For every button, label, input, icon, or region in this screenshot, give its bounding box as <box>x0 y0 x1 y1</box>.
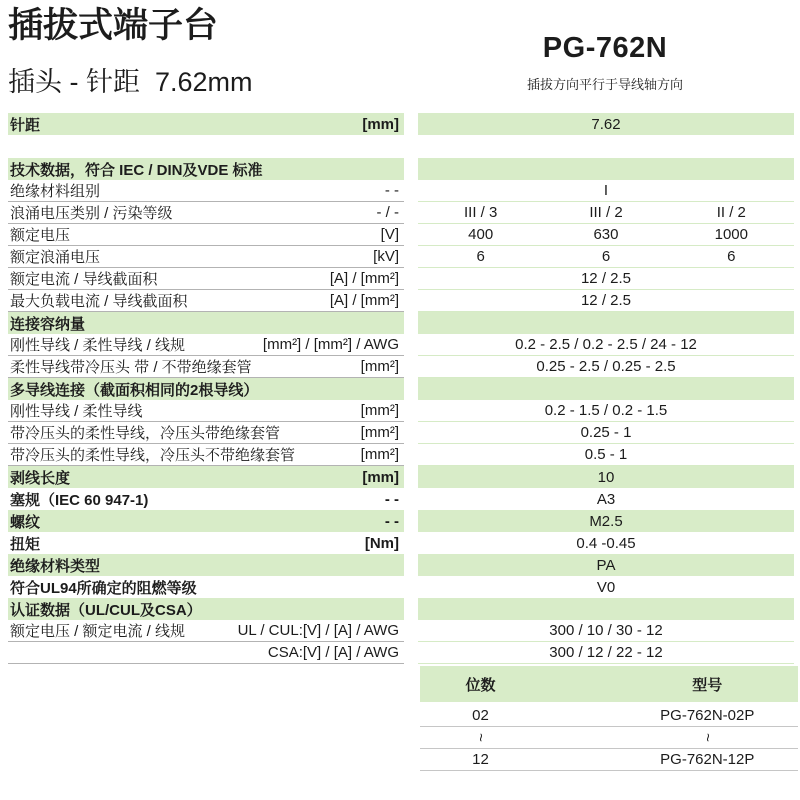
column-gutter <box>404 400 418 422</box>
spec-row <box>8 598 794 620</box>
order-col-positions-header: 位数 <box>465 676 496 694</box>
spec-label: 浪涌电压类别 / 污染等级 <box>10 205 173 222</box>
order-positions-value <box>420 751 541 768</box>
spec-value-cell <box>418 334 794 356</box>
model-number: PG-762N <box>542 32 668 64</box>
spec-unit: [mm²] / [mm²] / AWG <box>262 336 399 353</box>
spec-label-cell <box>8 400 404 422</box>
spec-label-cell <box>8 444 404 466</box>
order-positions-text: 02 <box>472 707 489 724</box>
spec-value: 6 <box>727 248 736 265</box>
spec-value-cell <box>418 356 794 378</box>
page-subtitle: 插头 - 针距 7.62mm <box>8 67 253 98</box>
spec-value-cell <box>418 532 794 554</box>
order-row <box>420 705 798 727</box>
spec-unit: [Nm] <box>364 534 399 552</box>
order-table-header <box>420 666 798 702</box>
spec-value-cell <box>418 312 794 334</box>
spec-unit: - - <box>384 512 399 530</box>
spec-label: 技术数据，符合 IEC / DIN及VDE 标准 <box>10 161 263 179</box>
column-gutter <box>404 598 418 620</box>
spec-value: PA <box>596 556 616 574</box>
spec-label-cell <box>8 620 404 642</box>
order-table <box>420 666 798 771</box>
spec-value-cell <box>418 598 794 620</box>
spec-value-cell <box>418 246 794 268</box>
spec-value: 0.5 - 1 <box>584 446 628 463</box>
column-gutter <box>404 224 418 246</box>
spec-unit: CSA:[V] / [A] / AWG <box>267 644 399 661</box>
spec-label: 最大负载电流 / 导线截面积 <box>10 293 188 310</box>
spec-label-cell <box>8 224 404 246</box>
spec-row <box>8 180 794 202</box>
spec-value-cell <box>418 422 794 444</box>
spec-row <box>8 334 794 356</box>
spec-value-cell <box>418 224 794 246</box>
spec-row <box>8 554 794 576</box>
spec-label-cell <box>8 642 404 664</box>
spec-row <box>8 576 794 598</box>
spec-value-cell <box>418 268 794 290</box>
spec-label-cell <box>8 334 404 356</box>
spec-value: II / 2 <box>716 204 746 221</box>
column-gutter <box>404 113 418 135</box>
order-model-value <box>617 729 798 746</box>
spec-value: I <box>603 182 609 199</box>
spec-unit: - - <box>384 490 399 508</box>
spec-label: 带冷压头的柔性导线，冷压头不带绝缘套管 <box>10 447 296 464</box>
spec-row <box>8 290 794 312</box>
spec-label: 额定电压 / 额定电流 / 线规 <box>10 623 186 640</box>
spec-value-cell <box>418 488 794 510</box>
spec-row <box>8 224 794 246</box>
page-header <box>8 6 794 110</box>
spec-row <box>8 113 794 135</box>
spec-value: III / 3 <box>463 204 498 221</box>
page-title: 插拔式端子台 <box>8 6 219 45</box>
spec-row <box>8 378 794 400</box>
spec-value-cell <box>418 158 794 180</box>
spec-label: 额定浪涌电压 <box>10 249 101 266</box>
spec-label-cell <box>8 576 404 598</box>
spec-unit: [mm] <box>362 468 399 486</box>
order-model-text: PG-762N-02P <box>660 707 755 724</box>
spec-value-cell <box>418 642 794 664</box>
order-positions-text: 12 <box>472 751 489 768</box>
spec-row <box>8 642 794 664</box>
column-gutter <box>404 202 418 224</box>
spec-table <box>8 113 794 664</box>
spec-row <box>8 158 794 180</box>
spec-unit: [kV] <box>373 248 399 265</box>
spec-label-cell <box>8 312 404 334</box>
spec-label: 柔性导线带冷压头 带 / 不带绝缘套管 <box>10 359 252 376</box>
spec-label: 剥线长度 <box>10 469 71 487</box>
spec-row <box>8 422 794 444</box>
spec-label: 塞规（IEC 60 947-1) <box>10 491 149 509</box>
spec-value-cell <box>418 378 794 400</box>
column-gutter <box>404 268 418 290</box>
spec-value: 12 / 2.5 <box>580 270 632 287</box>
spec-label: 额定电流 / 导线截面积 <box>10 271 158 288</box>
spec-unit: [mm²] <box>360 446 399 463</box>
order-row <box>420 749 798 771</box>
spec-value: 630 <box>593 226 619 243</box>
order-model-text: PG-762N-12P <box>660 751 755 768</box>
spec-value: 400 <box>468 226 494 243</box>
spec-label: 多导线连接（截面积相同的2根导线） <box>10 381 259 399</box>
spec-row <box>8 312 794 334</box>
spec-unit: - - <box>384 182 399 199</box>
spec-row <box>8 488 794 510</box>
spec-unit: [A] / [mm²] <box>329 292 399 309</box>
spec-value: V0 <box>596 578 616 596</box>
spec-label: 螺纹 <box>10 513 41 531</box>
spec-label-cell <box>8 554 404 576</box>
spec-value: 300 / 10 / 30 - 12 <box>549 622 663 639</box>
spec-value: 0.25 - 2.5 / 0.25 - 2.5 <box>536 358 676 375</box>
spec-value: 0.4 -0.45 <box>576 534 636 552</box>
spec-label: 刚性导线 / 柔性导线 <box>10 403 143 420</box>
spec-value-cell <box>418 400 794 422</box>
model-note: 插拔方向平行于导线轴方向 <box>526 77 683 92</box>
column-gutter <box>404 180 418 202</box>
order-table-body <box>420 705 798 771</box>
spec-label-cell <box>8 510 404 532</box>
spec-unit: [mm²] <box>360 402 399 419</box>
spec-value-cell <box>418 202 794 224</box>
spec-row <box>8 466 794 488</box>
spec-value-cell <box>418 554 794 576</box>
spec-label-cell <box>8 532 404 554</box>
spec-label-cell <box>8 422 404 444</box>
spec-label-cell <box>8 598 404 620</box>
column-gutter <box>404 576 418 598</box>
spec-value: 12 / 2.5 <box>580 292 632 309</box>
spec-value-cell <box>418 466 794 488</box>
spec-label: 针距 <box>10 116 41 134</box>
spec-value: 1000 <box>714 226 748 243</box>
spec-value: 10 <box>597 468 615 486</box>
column-gutter <box>404 290 418 312</box>
spec-unit: [V] <box>380 226 399 243</box>
spec-row <box>8 356 794 378</box>
column-gutter <box>404 444 418 466</box>
column-gutter <box>404 554 418 576</box>
spec-value-cell <box>418 510 794 532</box>
spec-label-cell <box>8 246 404 268</box>
spec-unit: [mm] <box>362 115 399 133</box>
spec-row <box>8 510 794 532</box>
header-left <box>8 6 416 110</box>
order-model-value <box>617 707 798 724</box>
spec-value: 0.2 - 2.5 / 0.2 - 2.5 / 24 - 12 <box>515 336 697 353</box>
spec-value: 0.2 - 1.5 / 0.2 - 1.5 <box>544 402 668 419</box>
order-col-model-header: 型号 <box>692 676 723 694</box>
spec-value-cell <box>418 113 794 135</box>
order-positions-text: ~ <box>471 733 489 742</box>
column-gutter <box>404 378 418 400</box>
spec-value: 7.62 <box>591 115 621 133</box>
spec-unit: [mm²] <box>360 424 399 441</box>
spec-label-cell <box>8 356 404 378</box>
spec-label: 带冷压头的柔性导线，冷压头带绝缘套管 <box>10 425 281 442</box>
column-gutter <box>404 422 418 444</box>
spec-row <box>8 620 794 642</box>
column-gutter <box>404 642 418 664</box>
spec-row <box>8 246 794 268</box>
spec-value: A3 <box>596 490 616 508</box>
spec-value: III / 2 <box>589 204 623 221</box>
spec-label-cell <box>8 290 404 312</box>
spec-value-cell <box>418 576 794 598</box>
spec-value-cell <box>418 444 794 466</box>
spec-label-cell <box>8 378 404 400</box>
spec-value: 6 <box>601 248 611 265</box>
spec-label-cell <box>8 180 404 202</box>
column-gutter <box>404 620 418 642</box>
column-gutter <box>404 158 418 180</box>
spec-row <box>8 444 794 466</box>
spec-row <box>8 202 794 224</box>
spec-label-cell <box>8 466 404 488</box>
column-gutter <box>404 488 418 510</box>
spec-row <box>8 532 794 554</box>
column-gutter <box>404 532 418 554</box>
column-gutter <box>404 356 418 378</box>
column-gutter <box>404 466 418 488</box>
spec-label-cell <box>8 202 404 224</box>
spec-value: M2.5 <box>589 512 623 530</box>
order-model-value <box>617 751 798 768</box>
header-right <box>416 6 794 110</box>
spec-value: 300 / 12 / 22 - 12 <box>549 644 663 661</box>
order-positions-value <box>420 729 541 746</box>
spec-value: 6 <box>476 248 485 265</box>
spec-label-cell <box>8 268 404 290</box>
spec-unit: [mm²] <box>360 358 399 375</box>
spec-value-cell <box>418 620 794 642</box>
spec-label-cell <box>8 113 404 135</box>
column-gutter <box>404 246 418 268</box>
order-model-text: ~ <box>698 733 716 742</box>
spec-label: 符合UL94所确定的阻燃等级 <box>10 579 197 597</box>
spec-value: 0.25 - 1 <box>580 424 632 441</box>
spec-label: 额定电压 <box>10 227 71 244</box>
spec-label: 扭矩 <box>10 535 41 553</box>
column-gutter <box>404 334 418 356</box>
spec-unit: UL / CUL:[V] / [A] / AWG <box>237 622 399 639</box>
spec-label: 绝缘材料组别 <box>10 183 101 200</box>
spec-label: 连接容纳量 <box>10 315 86 333</box>
spec-unit: [A] / [mm²] <box>329 270 399 287</box>
spec-value-cell <box>418 180 794 202</box>
spec-label: 刚性导线 / 柔性导线 / 线规 <box>10 337 186 354</box>
spec-value-cell <box>418 290 794 312</box>
spec-label: 认证数据（UL/CUL及CSA） <box>10 601 202 619</box>
order-positions-value <box>420 707 541 724</box>
spec-unit: - / - <box>376 204 399 221</box>
column-gutter <box>404 312 418 334</box>
spec-label: 绝缘材料类型 <box>10 557 101 575</box>
column-gutter <box>404 510 418 532</box>
spec-label-cell <box>8 488 404 510</box>
spec-row <box>8 268 794 290</box>
order-row <box>420 727 798 749</box>
spec-row <box>8 400 794 422</box>
spec-label-cell <box>8 158 404 180</box>
